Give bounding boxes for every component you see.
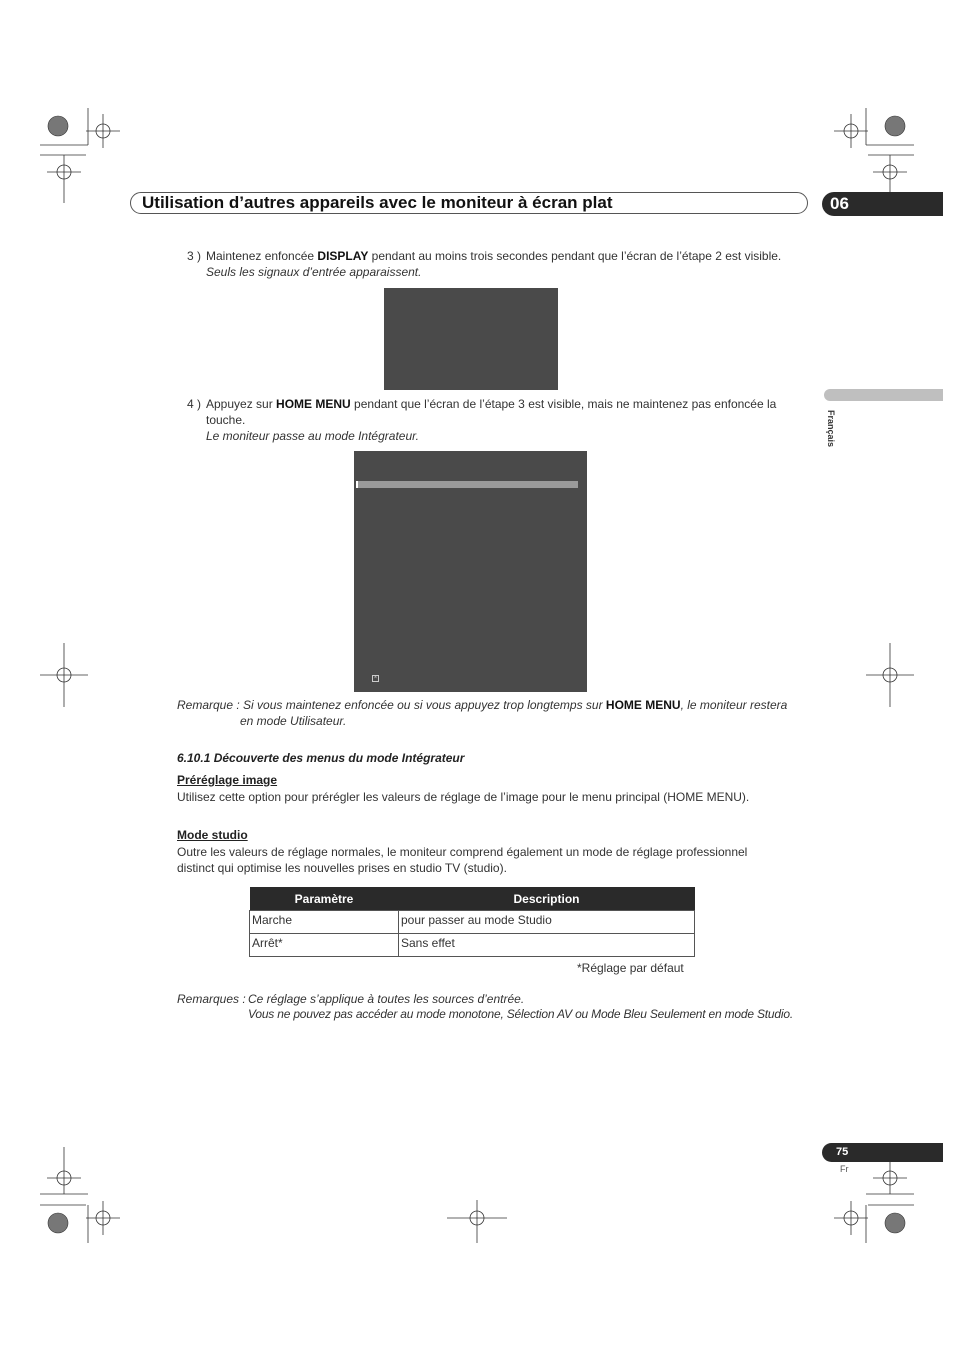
studio-mode-table [249,887,695,957]
page-number: 75 [836,1146,849,1158]
studio-text-line2: distinct qui optimise les nouvelles prises en studio TV (studio). [177,861,507,875]
header-description: Description [399,887,695,911]
display-key: DISPLAY [317,249,369,263]
home-menu-key: HOME MENU [276,397,351,411]
remark-text-line2: en mode Utilisateur. [240,714,347,728]
page-title: Utilisation d’autres appareils avec le moniteur à écran plat [142,193,613,212]
step-4-text: Appuyez sur HOME MENU pendant que l’écran de l’étape 3 est visible, mais ne maintenez pas enfoncée la [206,397,777,411]
table-row [250,934,695,957]
row-description: Sans effet [399,934,695,957]
remark-text: Remarque : Si vous maintenez enfoncée ou si vous appuyez trop longtemps sur HOME MENU, le moniteur restera [177,698,788,712]
table-footnote: *Réglage par défaut [577,961,684,975]
menu-highlight-bar [357,481,578,488]
step-4-text-line2: touche. [206,413,246,427]
language-tab [824,389,943,401]
screen-image-step-3 [384,288,558,390]
header-parameter: Paramètre [250,887,399,911]
step-3-result: Seuls les signaux d’entrée apparaissent. [206,265,422,279]
remarks-line2: Vous ne pouvez pas accéder au mode monotone, Sélection AV ou Mode Bleu Seulement en mode Studio. [248,1007,793,1021]
step-3-number: 3 ) [187,249,202,263]
language-label: Français [826,410,836,448]
row-parameter: Arrêt* [250,934,399,957]
preset-text: Utilisez cette option pour prérégler les valeurs de réglage de l’image pour le menu principal (HOME MENU). [177,790,750,804]
studio-heading: Mode studio [177,828,248,842]
step-3-text: Maintenez enfoncée DISPLAY pendant au moins trois secondes pendant que l’écran de l’étape 2 est visible. [206,249,782,263]
menu-cursor [356,481,358,488]
row-parameter: Marche [250,911,399,934]
step-4-number: 4 ) [187,397,202,411]
step-4-result: Le moniteur passe au mode Intégrateur. [206,429,420,443]
chapter-number: 06 [830,194,849,213]
page-language: Fr [840,1164,849,1174]
table-header-row [250,887,695,911]
row-description: pour passer au mode Studio [399,911,695,934]
close-icon: × [373,675,378,681]
section-heading: 6.10.1 Découverte des menus du mode Intégrateur [177,751,465,765]
studio-text-line1: Outre les valeurs de réglage normales, le moniteur comprend également un mode de réglage professionnel [177,845,748,859]
remarks-label: Remarques : [177,992,246,1006]
table-row [250,911,695,934]
remarks-line1: Ce réglage s’applique à toutes les sources d’entrée. [248,992,525,1006]
preset-heading: Préréglage image [177,773,278,787]
